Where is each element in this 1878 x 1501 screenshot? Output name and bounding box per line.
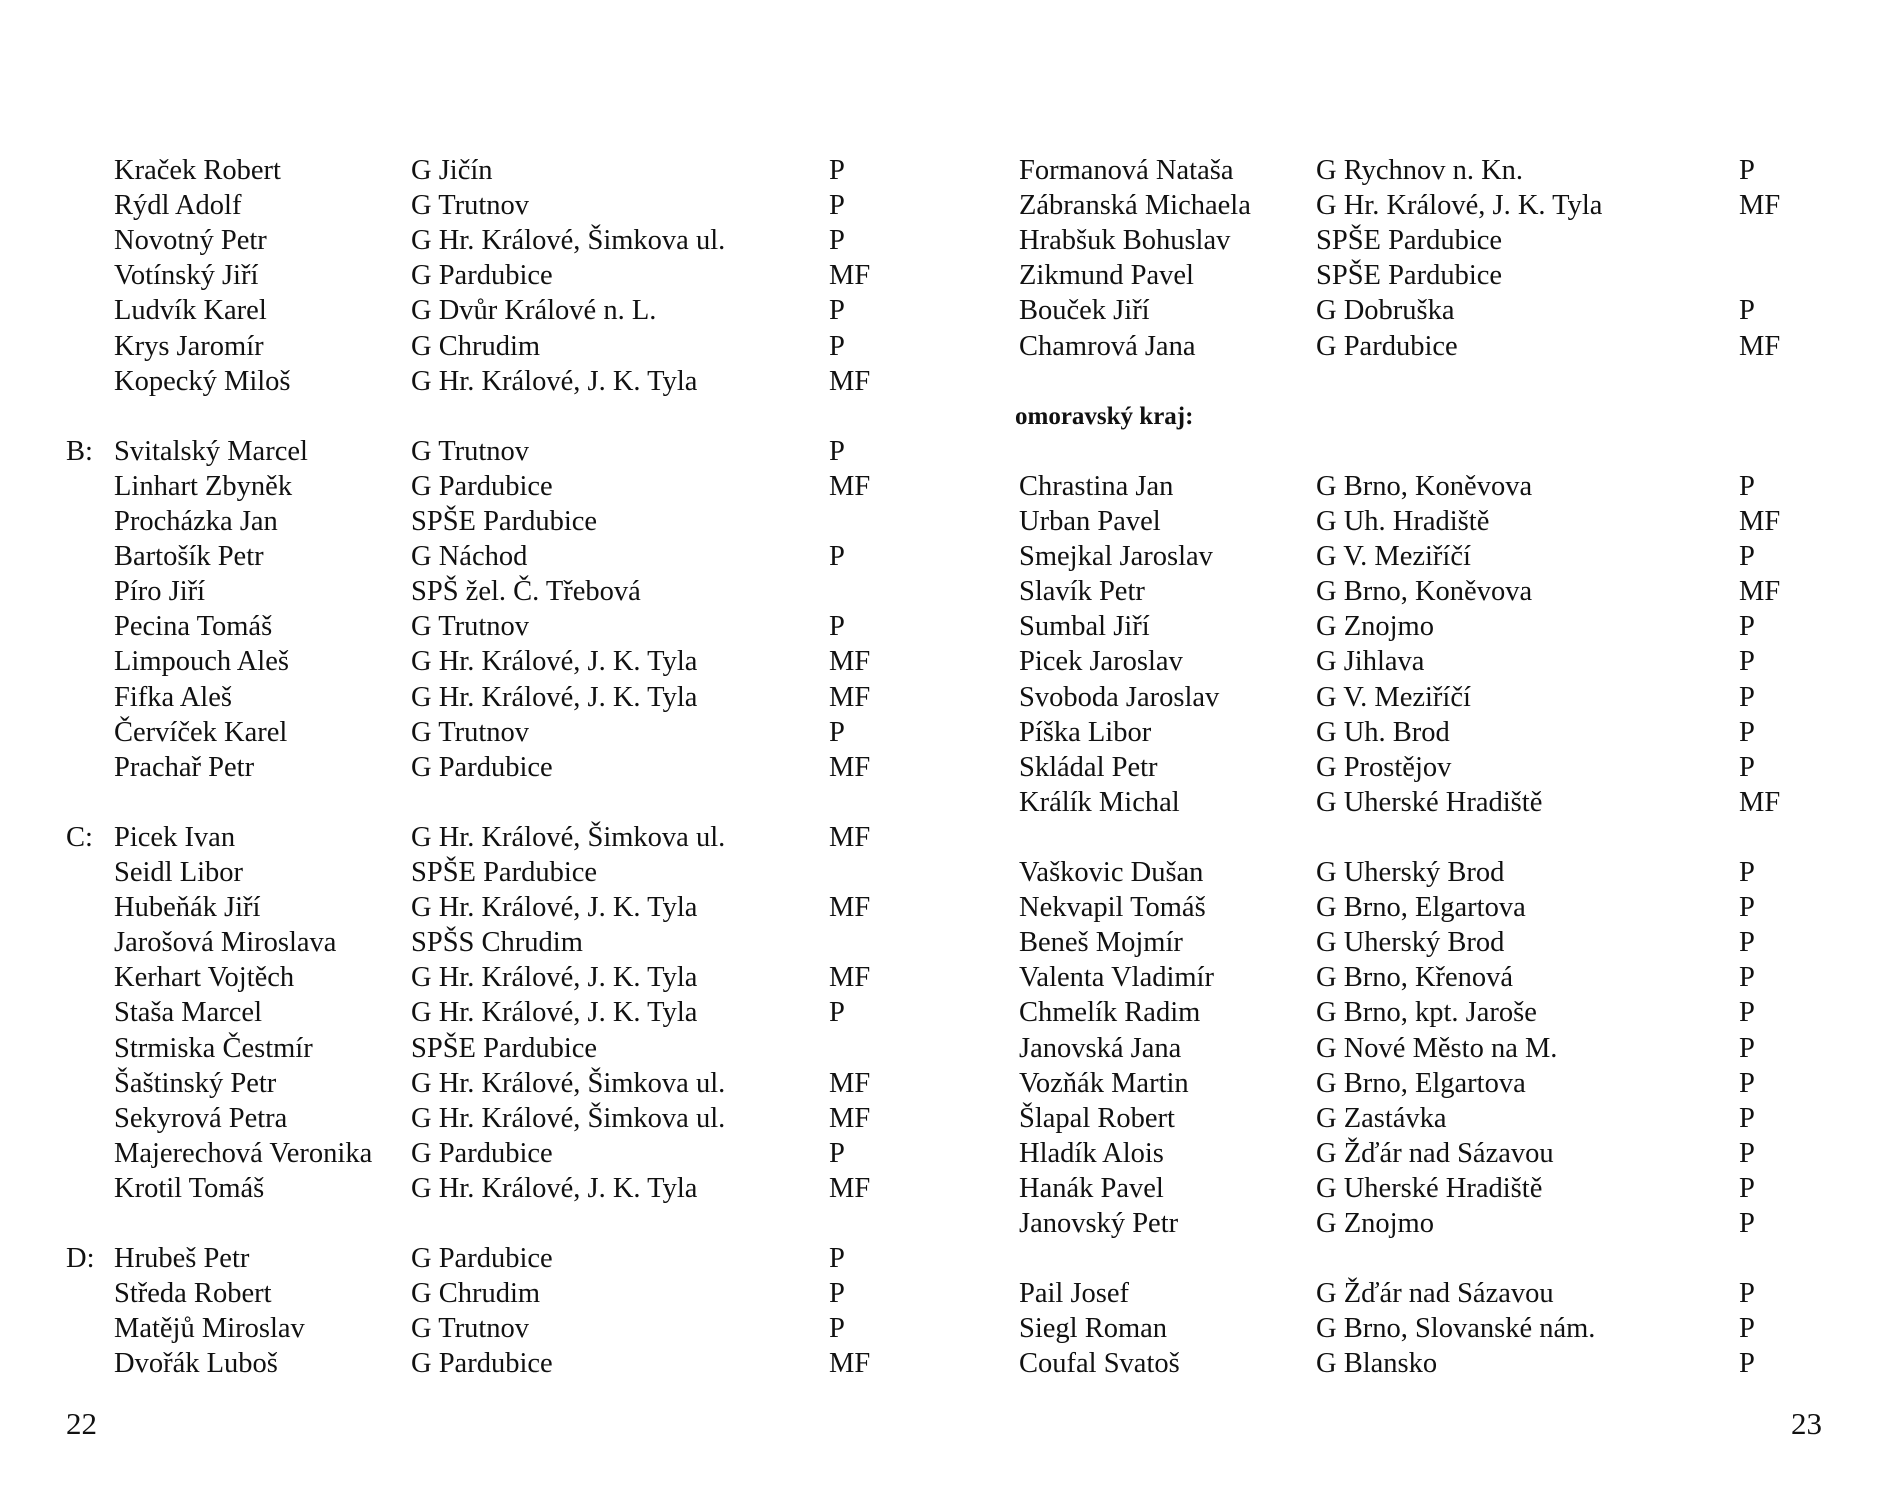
table-row [939,890,1878,926]
subject-code: P [829,997,845,1029]
table-row [939,1276,1878,1312]
group-label: B: [66,435,93,467]
subject-code: P [1739,155,1755,186]
student-name: Svitalský Marcel [114,435,308,467]
student-name: Janovský Petr [1019,1208,1179,1239]
subject-code: P [1739,751,1755,783]
table-row [0,504,939,540]
student-name: Beneš Mojmír [1019,927,1183,959]
page-number-right: 23 [1791,1406,1822,1441]
student-name: Chrastina Jan [1019,470,1174,502]
subject-code: MF [829,1102,871,1134]
school-name: G Hr. Králové, Šimkova ul. [411,225,726,257]
table-row [0,1066,939,1102]
student-name: Bartošík Petr [114,541,264,573]
school-name: G V. Meziříčí [1316,541,1471,573]
school-name: G Hr. Králové, Šimkova ul. [411,1067,726,1099]
school-name: G Hr. Králové, J. K. Tyla [1316,190,1603,222]
table-row [939,1346,1878,1382]
school-name: G Hr. Králové, J. K. Tyla [411,681,698,713]
table-row [0,1136,939,1172]
subject-code: P [1739,646,1755,678]
subject-code: MF [1739,786,1781,818]
school-name: SPŠE Pardubice [411,1032,598,1064]
student-name: Skládal Petr [1019,751,1158,783]
table-row [0,1031,939,1067]
subject-code: P [1739,1172,1755,1204]
school-name: G Uherské Hradiště [1316,1172,1543,1204]
table-row [0,1171,939,1207]
school-name: G Uherské Hradiště [1316,786,1543,818]
subject-code: MF [829,1348,871,1380]
student-name: Šlapal Robert [1019,1102,1175,1134]
table-row [0,1311,939,1347]
table-row [0,925,939,961]
student-name: Šaštinský Petr [114,1067,277,1099]
school-name: G Brno, Koněvova [1316,470,1533,502]
table-row [0,995,939,1031]
school-name: G Pardubice [411,470,553,502]
subject-code: P [1739,541,1755,573]
table-row [939,925,1878,961]
school-name: G Trutnov [411,611,530,643]
school-name: G Hr. Králové, J. K. Tyla [411,892,698,924]
subject-code: MF [829,892,871,924]
subject-code: P [1739,927,1755,959]
school-name: G Žďár nad Sázavou [1316,1278,1554,1310]
student-name: Urban Pavel [1019,506,1161,537]
student-name: Staša Marcel [114,997,262,1029]
school-name: G Pardubice [411,1348,553,1380]
subject-code: P [1739,1102,1755,1134]
subject-code: P [1739,611,1755,643]
table-row [0,258,939,294]
student-name: Linhart Zbyněk [114,470,293,502]
school-name: G Uh. Brod [1316,716,1450,748]
student-name: Prachař Petr [114,751,255,783]
school-name: G Hr. Králové, J. K. Tyla [411,646,698,678]
subject-code: MF [1739,190,1781,222]
table-row [939,715,1878,751]
student-name: Limpouch Aleš [114,646,289,678]
subject-code: P [829,541,845,573]
table-row [939,469,1878,505]
table-row [0,1346,939,1382]
subject-code: MF [1739,576,1781,608]
subject-code: P [1739,681,1755,713]
table-row [0,1101,939,1137]
student-name: Dvořák Luboš [114,1348,278,1380]
student-name: Píro Jiří [114,576,206,608]
student-name: Pecina Tomáš [114,611,273,643]
subject-code: P [829,225,845,257]
school-name: G Jičín [411,155,493,186]
student-name: Bouček Jiří [1019,295,1150,327]
school-name: G Nové Město na M. [1316,1032,1558,1064]
table-row [0,960,939,996]
table-row [939,329,1878,365]
school-name: G Brno, Koněvova [1316,576,1533,608]
table-row [939,258,1878,294]
student-name: Hanák Pavel [1019,1172,1164,1204]
subject-code: MF [829,646,871,678]
table-row [939,1206,1878,1242]
student-name: Rýdl Adolf [114,190,242,222]
table-row [939,153,1878,189]
school-name: G Pardubice [411,1137,553,1169]
subject-code: P [1739,1313,1755,1345]
student-name: Kerhart Vojtěch [114,962,295,994]
table-row [939,188,1878,224]
school-name: G Blansko [1316,1348,1438,1380]
table-row [0,223,939,259]
table-row [0,750,939,786]
subject-code: P [1739,1278,1755,1310]
student-name: Hladík Alois [1019,1137,1164,1169]
student-name: Coufal Svatoš [1019,1348,1180,1380]
table-row [939,609,1878,645]
student-name: Nekvapil Tomáš [1019,892,1206,924]
student-name: Hrubeš Petr [114,1243,250,1275]
table-row [939,855,1878,891]
subject-code: P [829,1243,845,1275]
student-name: Hrabšuk Bohuslav [1019,225,1231,257]
table-row [0,364,939,400]
table-row [939,1311,1878,1347]
subject-code: P [829,155,845,186]
school-name: G Dvůr Králové n. L. [411,295,657,327]
student-name: Svoboda Jaroslav [1019,681,1220,713]
subject-code: MF [829,260,871,292]
table-row [0,293,939,329]
subject-code: MF [829,1172,871,1204]
school-name: G Brno, Křenová [1316,962,1514,994]
table-row [0,188,939,224]
student-name: Picek Ivan [114,821,236,853]
student-name: Majerechová Veronika [114,1137,373,1169]
table-row [0,715,939,751]
student-name: Vaškovic Dušan [1019,857,1204,888]
student-name: Zikmund Pavel [1019,260,1194,292]
student-name: Siegl Roman [1019,1313,1168,1345]
subject-code: P [829,1137,845,1169]
school-name: G Hr. Králové, Šimkova ul. [411,1102,726,1134]
school-name: G Brno, Elgartova [1316,892,1526,924]
student-name: Procházka Jan [114,506,278,537]
school-name: G Žďár nad Sázavou [1316,1137,1554,1169]
subject-code: P [1739,1348,1755,1380]
table-row [0,855,939,891]
school-name: G Rychnov n. Kn. [1316,155,1524,186]
subject-code: P [1739,1137,1755,1169]
subject-code: MF [829,681,871,713]
school-name: G Hr. Králové, J. K. Tyla [411,997,698,1029]
subject-code: P [1739,470,1755,502]
student-name: Smejkal Jaroslav [1019,541,1213,573]
school-name: SPŠS Chrudim [411,927,583,959]
student-name: Picek Jaroslav [1019,646,1183,678]
table-row [939,293,1878,329]
table-row [939,1136,1878,1172]
student-name: Strmiska Čestmír [114,1032,313,1064]
table-row [939,995,1878,1031]
school-name: G Brno, Slovanské nám. [1316,1313,1596,1345]
subject-code: P [1739,1032,1755,1064]
table-row [939,504,1878,540]
table-row [939,644,1878,680]
student-name: Krotil Tomáš [114,1172,265,1204]
table-row [0,820,939,856]
table-row [939,1031,1878,1067]
school-name: SPŠE Pardubice [1316,225,1503,257]
school-name: SPŠE Pardubice [1316,260,1503,292]
student-name: Kraček Robert [114,155,281,186]
school-name: G Hr. Králové, J. K. Tyla [411,962,698,994]
subject-code: P [829,611,845,643]
school-name: G Brno, kpt. Jaroše [1316,997,1537,1029]
school-name: SPŠ žel. Č. Třebová [411,576,641,608]
school-name: G Hr. Králové, Šimkova ul. [411,821,726,853]
school-name: G Trutnov [411,190,530,222]
student-name: Kopecký Miloš [114,365,291,397]
subject-code: MF [829,962,871,994]
school-name: G Uh. Hradiště [1316,506,1490,537]
subject-code: MF [829,821,871,853]
student-name: Hubeňák Jiří [114,892,261,924]
school-name: G Znojmo [1316,1208,1434,1239]
student-name: Novotný Petr [114,225,267,257]
subject-code: P [829,330,845,362]
school-name: G Trutnov [411,435,530,467]
region-heading [939,399,1878,435]
table-row [0,644,939,680]
subject-code: MF [1739,506,1781,537]
student-name: Pail Josef [1019,1278,1130,1310]
table-row [0,329,939,365]
table-row [939,960,1878,996]
school-name: G Uherský Brod [1316,927,1505,959]
school-name: G Jihlava [1316,646,1425,678]
table-row [939,680,1878,716]
school-name: G Trutnov [411,716,530,748]
group-label: C: [66,821,93,853]
school-name: G Hr. Králové, J. K. Tyla [411,365,698,397]
school-name: G Trutnov [411,1313,530,1345]
table-row [0,1276,939,1312]
subject-code: P [829,1278,845,1310]
school-name: G Pardubice [411,1243,553,1275]
subject-code: P [829,190,845,222]
table-row [0,890,939,926]
table-row [939,574,1878,610]
school-name: G Chrudim [411,330,541,362]
table-row [939,785,1878,821]
subject-code: MF [829,470,871,502]
student-name: Vozňák Martin [1019,1067,1189,1099]
table-row [939,1066,1878,1102]
table-row [939,223,1878,259]
subject-code: P [1739,716,1755,748]
table-row [0,1241,939,1277]
page-number-left: 22 [66,1406,97,1441]
subject-code: MF [829,751,871,783]
table-row [0,609,939,645]
subject-code: P [1739,962,1755,994]
student-name: Sekyrová Petra [114,1102,288,1134]
student-name: Jarošová Miroslava [114,927,337,959]
subject-code: MF [829,1067,871,1099]
table-row [0,680,939,716]
student-name: Seidl Libor [114,857,244,888]
subject-code: P [829,716,845,748]
student-name: Fifka Aleš [114,681,232,713]
school-name: G Dobruška [1316,295,1455,327]
school-name: G Uherský Brod [1316,857,1505,888]
school-name: G Znojmo [1316,611,1434,643]
table-row [0,574,939,610]
group-label: D: [66,1243,95,1275]
student-name: Středa Robert [114,1278,272,1310]
school-name: G Náchod [411,541,528,573]
table-row [939,750,1878,786]
table-row [0,434,939,470]
table-row [0,153,939,189]
student-name: Krys Jaromír [114,330,264,362]
student-name: Králík Michal [1019,786,1180,818]
subject-code: P [829,1313,845,1345]
student-name: Matějů Miroslav [114,1313,305,1345]
subject-code: P [829,295,845,327]
school-name: G Chrudim [411,1278,541,1310]
student-name: Chmelík Radim [1019,997,1201,1029]
school-name: G Pardubice [1316,330,1458,362]
school-name: G Brno, Elgartova [1316,1067,1526,1099]
subject-code: P [1739,857,1755,888]
right-entry-list [939,0,1878,1501]
table-row [939,1171,1878,1207]
school-name: G Prostějov [1316,751,1452,783]
subject-code: P [1739,295,1755,327]
school-name: G Pardubice [411,260,553,292]
student-name: Ludvík Karel [114,295,267,327]
student-name: Sumbal Jiří [1019,611,1150,643]
student-name: Chamrová Jana [1019,330,1196,362]
school-name: SPŠE Pardubice [411,506,598,537]
subject-code: P [1739,892,1755,924]
school-name: G Zastávka [1316,1102,1447,1134]
subject-code: MF [829,365,871,397]
subject-code: P [829,435,845,467]
table-row [939,539,1878,575]
school-name: G Pardubice [411,751,553,783]
student-name: Červíček Karel [114,716,288,748]
subject-code: P [1739,1208,1755,1239]
student-name: Janovská Jana [1019,1032,1182,1064]
subject-code: P [1739,1067,1755,1099]
student-name: Píška Libor [1019,716,1152,748]
table-row [0,539,939,575]
right-page [939,0,1878,1501]
school-name: G V. Meziříčí [1316,681,1471,713]
subject-code: P [1739,997,1755,1029]
school-name: SPŠE Pardubice [411,857,598,888]
table-row [939,1101,1878,1137]
student-name: Zábranská Michaela [1019,190,1251,222]
student-name: Formanová Nataša [1019,155,1234,186]
table-row [0,469,939,505]
student-name: Votínský Jiří [114,260,259,292]
school-name: G Hr. Králové, J. K. Tyla [411,1172,698,1204]
region-heading-text: omoravský kraj: [1015,402,1194,430]
student-name: Slavík Petr [1019,576,1145,608]
subject-code: MF [1739,330,1781,362]
student-name: Valenta Vladimír [1019,962,1214,994]
